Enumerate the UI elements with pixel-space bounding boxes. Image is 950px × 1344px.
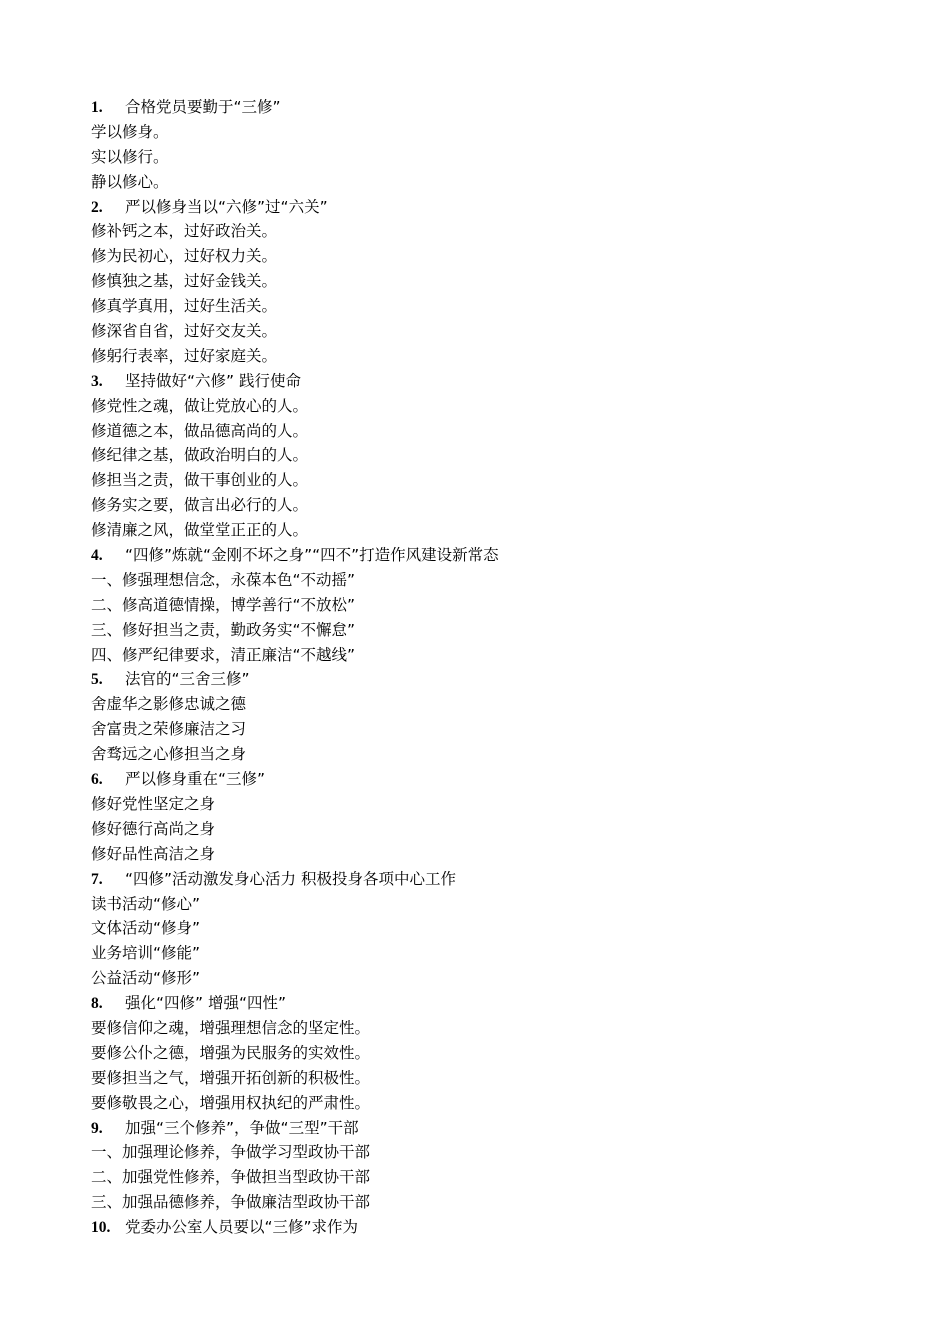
list-item: 修务实之要，做言出必行的人。 <box>91 496 309 515</box>
list-item: 修躬行表率，过好家庭关。 <box>91 346 278 365</box>
section-title: 党委办公室人员要以“三修”求作为 <box>125 1218 359 1237</box>
list-item: 三、修好担当之责，勤政务实“不懈怠” <box>91 620 356 639</box>
list-item: 一、加强理论修养，争做学习型政协干部 <box>91 1143 371 1162</box>
section-number: 2. <box>91 198 103 216</box>
section-title: 合格党员要勤于“三修” <box>125 98 281 116</box>
list-item: 修清廉之风，做堂堂正正的人。 <box>91 521 309 540</box>
list-item: 公益活动“修形” <box>91 969 201 988</box>
section-heading-8 <box>91 991 911 1016</box>
section-heading-9 <box>91 1116 911 1141</box>
list-item: 修道德之本，做品德高尚的人。 <box>91 421 309 440</box>
section-heading-6 <box>91 767 911 792</box>
list-item: 三、加强品德修养，争做廉洁型政协干部 <box>91 1193 371 1212</box>
section-number: 1. <box>91 99 103 116</box>
section-title: 法官的“三舍三修” <box>125 670 250 689</box>
section-heading-1 <box>91 95 911 120</box>
list-item: 静以修心。 <box>91 172 169 191</box>
list-item: 舍骛远之心修担当之身 <box>91 745 247 764</box>
list-item: 学以修身。 <box>91 122 169 141</box>
list-item: 要修公仆之德，增强为民服务的实效性。 <box>91 1043 371 1062</box>
list-item: 修好党性坚定之身 <box>91 794 216 813</box>
section-number: 6. <box>91 771 103 789</box>
section-number: 9. <box>91 1119 103 1137</box>
section-title: 坚持做好“六修” 践行使命 <box>125 371 301 390</box>
list-item: 修好德行高尚之身 <box>91 819 216 838</box>
section-heading-7 <box>91 867 911 892</box>
list-item: 修深省自省，过好交友关。 <box>91 322 278 341</box>
list-item: 修党性之魂，做让党放心的人。 <box>91 396 309 415</box>
document-page <box>91 95 911 1240</box>
section-title: 严以修身当以“六修”过“六关” <box>125 197 328 216</box>
list-item: 舍富贵之荣修廉洁之习 <box>91 720 247 739</box>
list-item: 舍虚华之影修忠诚之德 <box>91 695 247 714</box>
section-title: 严以修身重在“三修” <box>125 770 266 789</box>
section-number: 7. <box>91 870 103 888</box>
section-number: 8. <box>91 995 103 1013</box>
list-item: 要修担当之气，增强开拓创新的积极性。 <box>91 1068 371 1087</box>
list-item: 要修信仰之魂，增强理想信念的坚定性。 <box>91 1018 371 1037</box>
section-number: 5. <box>91 671 103 689</box>
section-title: “四修”活动激发身心活力 积极投身各项中心工作 <box>125 869 456 888</box>
list-item: 业务培训“修能” <box>91 944 201 963</box>
section-title: 加强“三个修养”，争做“三型”干部 <box>125 1118 359 1137</box>
list-item: 四、修严纪律要求，清正廉洁“不越线” <box>91 645 356 664</box>
section-heading-3 <box>91 369 911 394</box>
list-item: 修真学真用，过好生活关。 <box>91 297 278 316</box>
list-item: 文体活动“修身” <box>91 919 201 938</box>
list-item: 二、加强党性修养，争做担当型政协干部 <box>91 1168 371 1187</box>
section-heading-5 <box>91 667 911 692</box>
section-title: “四修”炼就“金刚不坏之身”“四不”打造作风建设新常态 <box>125 546 499 565</box>
list-item: 修慎独之基，过好金钱关。 <box>91 272 278 291</box>
section-number: 4. <box>91 547 103 565</box>
list-item: 修纪律之基，做政治明白的人。 <box>91 446 309 465</box>
list-item: 实以修行。 <box>91 147 169 166</box>
list-item: 要修敬畏之心，增强用权执纪的严肃性。 <box>91 1093 371 1112</box>
section-number: 3. <box>91 372 103 390</box>
list-item: 修好品性高洁之身 <box>91 844 216 863</box>
section-title: 强化“四修” 增强“四性” <box>125 994 287 1013</box>
list-item: 修为民初心，过好权力关。 <box>91 247 278 266</box>
list-item: 修补钙之本，过好政治关。 <box>91 222 278 241</box>
list-item: 读书活动“修心” <box>91 894 201 913</box>
list-item: 一、修强理想信念，永葆本色“不动摇” <box>91 570 356 589</box>
section-heading-10 <box>91 1215 911 1240</box>
section-number: 10. <box>91 1219 111 1237</box>
section-heading-2 <box>91 195 911 220</box>
list-item: 二、修高道德情操，博学善行“不放松” <box>91 595 356 614</box>
list-item: 修担当之责，做干事创业的人。 <box>91 471 309 490</box>
section-heading-4 <box>91 543 911 568</box>
